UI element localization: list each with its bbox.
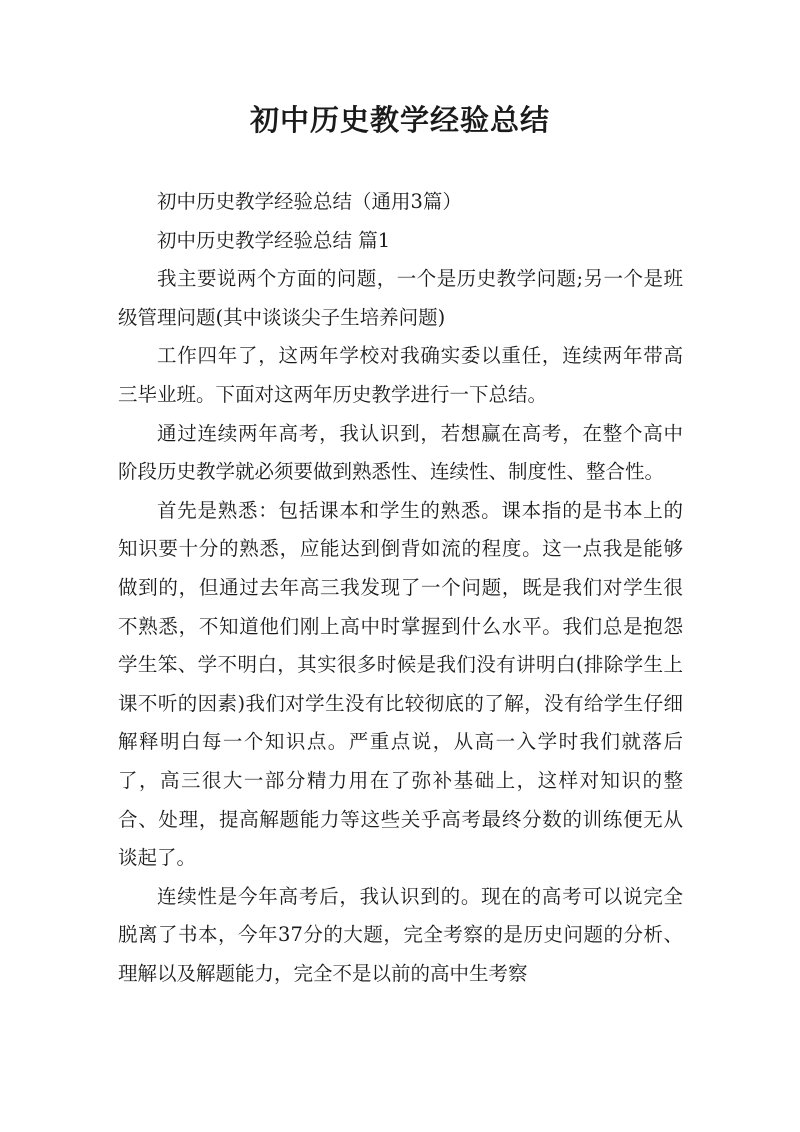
paragraph: 我主要说两个方面的问题，一个是历史教学问题;另一个是班级管理问题(其中谈谈尖子生培养问题) bbox=[118, 267, 683, 329]
paragraph: 通过连续两年高考，我认识到，若想赢在高考，在整个高中阶段历史教学就必须要做到熟悉性、连续性、制度性、整合性。 bbox=[118, 421, 683, 484]
paragraph-section-heading: 初中历史教学经验总结 篇1 bbox=[157, 228, 391, 252]
paragraph: 工作四年了，这两年学校对我确实委以重任，连续两年带高三毕业班。下面对这两年历史教学进行一下总结。 bbox=[118, 344, 683, 406]
paragraph: 首先是熟悉：包括课本和学生的熟悉。课本指的是书本上的知识要十分的熟悉，应能达到倒背如流的程度。这一点我是能够做到的，但通过去年高三我发现了一个问题，既是我们对学生很不熟悉，不知道他们刚上高中时掌握到什么水平。我们总是抱怨学生笨、学不明白，其实很多时候是我们没有讲明白(排除学生上课不听的因素)我们对学生没有比较彻底的了解，没有给学生仔细解释明白每一个知识点。严重点说，从高一入学时我们就落后了，高三很大一部分精力用在了弥补基础上，这样对知识的整合、处理，提高解题能力等这些关乎高考最终分数的训练便无从谈起了。 bbox=[118, 498, 683, 870]
document-title: 初中历史教学经验总结 bbox=[249, 103, 550, 137]
document-body bbox=[118, 183, 683, 993]
paragraph: 连续性是今年高考后，我认识到的。现在的高考可以说完全脱离了书本，今年37分的大题，完全考察的是历史问题的分析、理解以及解题能力，完全不是以前的高中生考察 bbox=[118, 884, 683, 985]
paragraph-subtitle: 初中历史教学经验总结（通用3篇） bbox=[157, 190, 462, 213]
